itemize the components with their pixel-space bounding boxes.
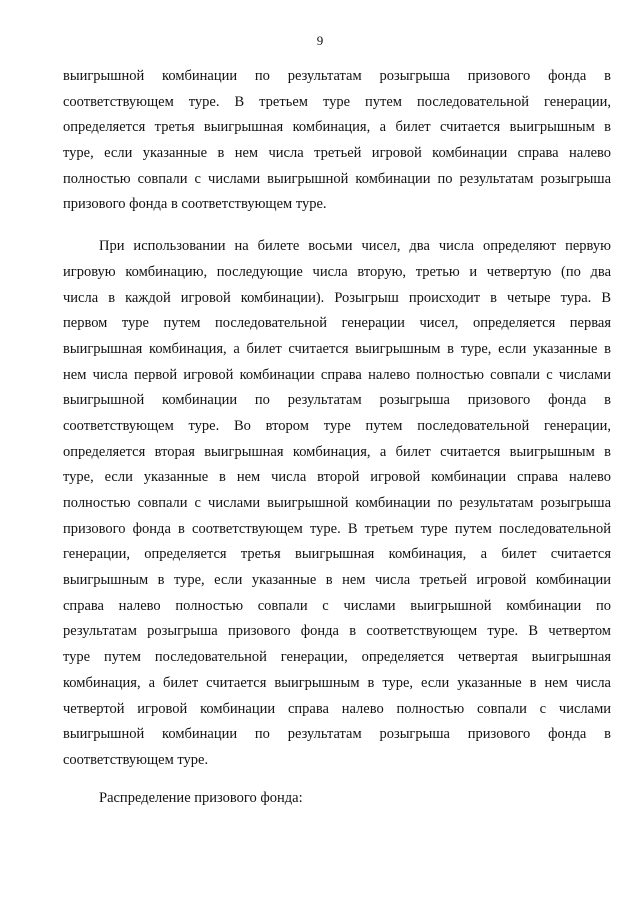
text-line: выигрышным в туре, если указанные в нем числа третьей игровой комбинации — [63, 572, 611, 589]
text-line: комбинация, а билет считается выигрышным в туре, если указанные в нем числа — [63, 674, 611, 691]
text-line: определяется вторая выигрышная комбинация, а билет считается выигрышным в — [63, 443, 611, 460]
paragraph-2 — [63, 234, 611, 773]
text-line: полностью совпали с числами выигрышной комбинации по результатам розыгрыша — [63, 495, 611, 511]
text-line: туре путем последовательной генерации, определяется четвертая выигрышная — [63, 649, 611, 666]
paragraph-gap — [63, 218, 611, 234]
text-line: выигрышная комбинация, а билет считается выигрышным в туре, если указанные в — [63, 340, 611, 357]
text-line: числа в каждой игровой комбинации). Розыгрыш происходит в четыре тура. В — [63, 289, 611, 306]
text-line: первом туре путем последовательной генерации чисел, определяется первая — [63, 315, 611, 332]
text-line: выигрышной комбинации по результатам розыгрыша призового фонда в — [63, 392, 611, 409]
text-line: призового фонда в соответствующем туре. — [63, 196, 327, 213]
text-line: полностью совпали с числами выигрышной комбинации по результатам розыгрыша — [63, 170, 611, 187]
text-line: результатам розыгрыша призового фонда в соответствующем туре. В четвертом — [63, 623, 611, 640]
text-line: определяется третья выигрышная комбинация, а билет считается выигрышным в — [63, 119, 611, 136]
text-line: нем числа первой игровой комбинации справа налево полностью совпали с числами — [63, 366, 611, 383]
text-line: При использовании на билете восьми чисел, два числа определяют первую — [99, 238, 611, 255]
text-line: соответствующем туре. В третьем туре путем последовательной генерации, — [63, 93, 611, 110]
body-text — [63, 64, 611, 811]
text-line: четвертой игровой комбинации справа налево полностью совпали с числами — [63, 700, 611, 717]
text-line: туре, если указанные в нем числа третьей игровой комбинации справа налево — [63, 145, 611, 162]
text-line: соответствующем туре. — [63, 751, 209, 768]
text-line: соответствующем туре. Во втором туре путем последовательной генерации, — [63, 417, 611, 434]
page-number: 9 — [316, 33, 324, 48]
text-line: выигрышной комбинации по результатам розыгрыша призового фонда в — [63, 726, 611, 743]
text-line: справа налево полностью совпали с числами выигрышной комбинации по — [63, 597, 611, 614]
text-line: игровую комбинацию, последующие числа вторую, третью и четвертую (по два — [63, 263, 611, 280]
section-heading: Распределение призового фонда: — [99, 789, 303, 806]
paragraph-1 — [63, 64, 611, 218]
text-line: призового фонда в соответствующем туре. В третьем туре путем последовательной — [63, 520, 611, 537]
text-line: выигрышной комбинации по результатам розыгрыша призового фонда в — [63, 68, 611, 84]
text-line: генерации, определяется третья выигрышная комбинация, а билет считается — [63, 546, 611, 563]
text-line: туре, если указанные в нем числа второй игровой комбинации справа налево — [63, 469, 611, 486]
